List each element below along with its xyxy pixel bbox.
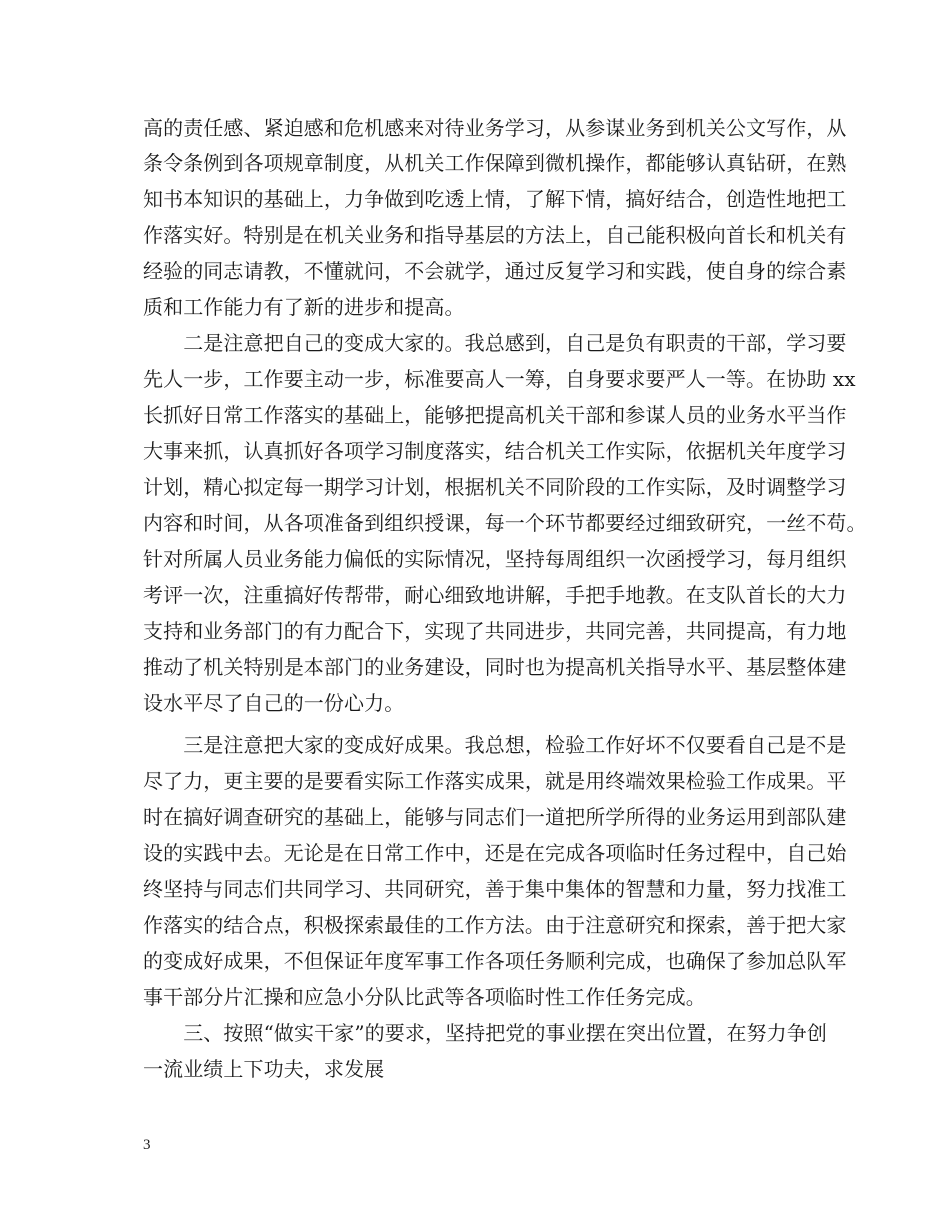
text-line: 质和工作能力有了新的进步和提高。 — [143, 295, 465, 319]
text-line: 尽了力，更主要的是要看实际工作落实成果，就是用终端效果检验工作成果。平 — [143, 769, 847, 793]
text-line: 的变成好成果，不但保证年度军事工作各项任务顺利完成，也确保了参加总队军 — [143, 949, 847, 973]
text-line: 长抓好日常工作落实的基础上，能够把提高机关干部和参谋人员的业务水平当作 — [143, 403, 847, 427]
paragraph-start-line: 三、按照“做实干家”的要求，坚持把党的事业摆在突出位置，在努力争创 — [143, 1021, 827, 1045]
text-line: 支持和业务部门的有力配合下，实现了共同进步，共同完善，共同提高，有力地 — [143, 619, 847, 643]
text-line: 作落实的结合点，积极探索最佳的工作方法。由于注意研究和探索，善于把大家 — [143, 913, 847, 937]
text-line: 针对所属人员业务能力偏低的实际情况，坚持每周组织一次函授学习，每月组织 — [143, 547, 847, 571]
paragraph-start-line: 三是注意把大家的变成好成果。我总想，检验工作好坏不仅要看自己是不是 — [143, 733, 847, 757]
text-line: 考评一次，注重搞好传帮带，耐心细致地讲解，手把手地教。在支队首长的大力 — [143, 583, 847, 607]
page-number: 3 — [143, 1137, 151, 1153]
text-line: 知书本知识的基础上，力争做到吃透上情，了解下情，搞好结合，创造性地把工 — [143, 187, 847, 211]
text-line: 经验的同志请教，不懂就问，不会就学，通过反复学习和实践，使自身的综合素 — [143, 259, 847, 283]
text-line: 高的责任感、紧迫感和危机感来对待业务学习，从参谋业务到机关公文写作，从 — [143, 116, 847, 140]
text-line: 设水平尽了自己的一份心力。 — [143, 691, 405, 715]
text-line: 推动了机关特别是本部门的业务建设，同时也为提高机关指导水平、基层整体建 — [143, 655, 847, 679]
text-line: 内容和时间，从各项准备到组织授课，每一个环节都要经过细致研究，一丝不苟。 — [143, 511, 867, 535]
text-line: 条令条例到各项规章制度，从机关工作保障到微机操作，都能够认真钻研，在熟 — [143, 151, 847, 175]
text-line: 终坚持与同志们共同学习、共同研究，善于集中集体的智慧和力量，努力找准工 — [143, 877, 847, 901]
text-line: 一流业绩上下功夫，求发展 — [143, 1057, 385, 1081]
paragraph-start-line: 二是注意把自己的变成大家的。我总感到，自己是负有职责的干部，学习要 — [143, 331, 847, 355]
text-line: 事干部分片汇操和应急小分队比武等各项临时性工作任务完成。 — [143, 985, 706, 1009]
text-line: 大事来抓，认真抓好各项学习制度落实，结合机关工作实际，依据机关年度学习 — [143, 439, 847, 463]
text-line: 设的实践中去。无论是在日常工作中，还是在完成各项临时任务过程中，自己始 — [143, 841, 847, 865]
text-line: 作落实好。特别是在机关业务和指导基层的方法上，自己能积极向首长和机关有 — [143, 223, 847, 247]
text-line: 计划，精心拟定每一期学习计划，根据机关不同阶段的工作实际，及时调整学习 — [143, 475, 847, 499]
text-line: 时在搞好调查研究的基础上，能够与同志们一道把所学所得的业务运用到部队建 — [143, 805, 847, 829]
text-line: 先人一步，工作要主动一步，标准要高人一筹，自身要求要严人一等。在协助 xx — [143, 367, 856, 391]
